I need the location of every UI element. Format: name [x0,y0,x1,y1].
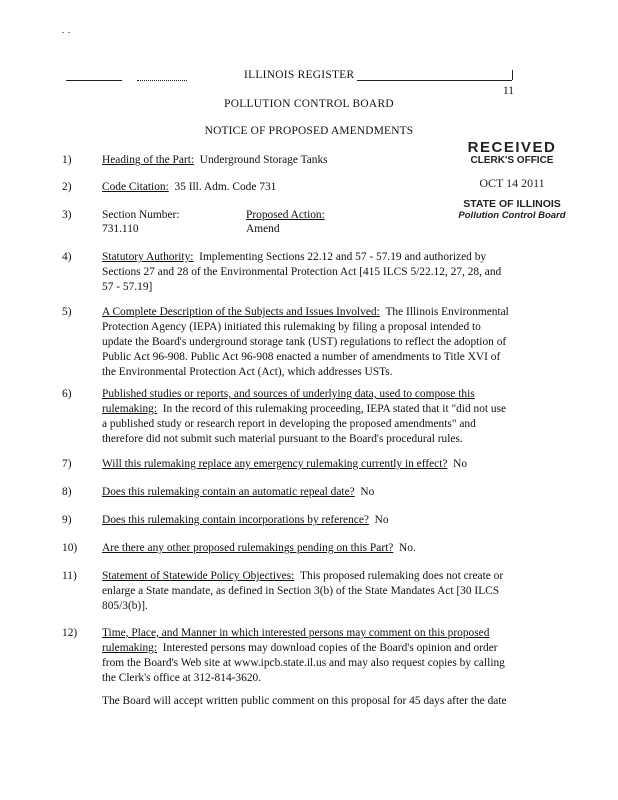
item-1-number: 1) [62,154,72,166]
item-8-line [102,485,374,500]
item-6-line-2: a published study or research report in developing the proposed amendments" and [102,418,476,430]
item-10-text: No. [399,542,416,554]
item-12-line-1 [102,641,522,656]
item-11-line-2: enlarge a State mandate, as defined in Section 3(b) of the State Mandates Act [30 ILCS [102,585,500,597]
item-4-line-2: Sections 27 and 28 of the Environmental Protection Act [415 ILCS 5/22.12, 27, 28, and [102,266,502,278]
item-6-heading-1: Published studies or reports, and sources of underlying data, used to compose this [102,388,475,400]
item-12-number: 12) [62,627,78,639]
item-10-heading: Are there any other proposed rulemakings pending on this Part? [102,542,394,554]
item-8-heading: Does this rulemaking contain an automatic repeal date? [102,486,355,498]
item-5-heading: A Complete Description of the Subjects and Issues Involved: [102,306,380,318]
received-stamp [452,140,572,221]
item-10-line [102,541,416,556]
header-rule-left [66,80,122,81]
item-3-col1-val: 731.110 [102,223,139,235]
item-1-heading: Heading of the Part: [102,154,195,166]
stamp-received: RECEIVED [467,139,557,156]
item-5-body [102,305,522,380]
board-title: POLLUTION CONTROL BOARD [224,98,394,110]
item-6-line-1 [102,402,522,417]
item-6-heading-2: rulemaking: [102,403,158,415]
scan-speck [68,32,70,33]
item-12-closing: The Board will accept written public comment on this proposal for 45 days after the date [102,695,507,707]
stamp-board: Pollution Control Board [458,210,566,221]
header-bar [512,70,513,80]
item-5-line-3: update the Board's underground storage tank (UST) regulations to reflect the adoption of [102,336,507,348]
item-5-number: 5) [62,306,72,318]
item-9-line [102,513,389,528]
item-3-col2-head: Proposed Action: [246,209,325,221]
item-11-text-1: This proposed rulemaking does not create or [300,570,504,582]
item-12-heading-2: rulemaking: [102,642,158,654]
item-7-line [102,457,467,472]
item-3-col2-val: Amend [246,223,280,235]
header-rule-dotted [137,80,187,81]
item-5-line-5: the Environmental Protection Act (Act), which addresses USTs. [102,366,393,378]
item-5-text-1: The Illinois Environmental [385,306,509,318]
item-4-body [102,250,522,295]
item-4-text-1: Implementing Sections 22.12 and 57 - 57.19 and authorized by [199,251,487,263]
item-2-text: 35 Ill. Adm. Code 731 [174,181,277,193]
stamp-office: CLERK'S OFFICE [470,155,554,166]
item-9-heading: Does this rulemaking contain incorporations by reference? [102,514,369,526]
item-4-heading: Statutory Authority: [102,251,194,263]
item-9-text: No [374,514,389,526]
item-1-line [102,153,328,168]
stamp-date: OCT 14 2011 [479,176,545,190]
item-8-text: No [360,486,375,498]
item-5-line-4: Public Act 96-908. Public Act 96-908 enacted a number of amendments to Title XVI of [102,351,501,363]
item-4-line-1 [102,250,522,265]
item-6-text-1: In the record of this rulemaking proceeding, IEPA stated that it "did not use [162,403,507,415]
item-2-number: 2) [62,181,72,193]
item-3-number: 3) [62,209,72,221]
item-11-line-1 [102,569,522,584]
item-7-number: 7) [62,458,72,470]
item-12-heading-1: Time, Place, and Manner in which interested persons may comment on this proposed [102,627,490,639]
item-6-line-3: therefore did not submit such material pursuant to the Board's procedural rules. [102,433,463,445]
item-11-heading: Statement of Statewide Policy Objectives: [102,570,295,582]
item-6-number: 6) [62,388,72,400]
item-12-line-2: from the Board's Web site at www.ipcb.state.il.us and may also request copies by calling [102,657,505,669]
item-4-line-3: 57 - 57.19] [102,281,153,293]
item-6-body [102,387,522,447]
item-10-number: 10) [62,542,78,554]
page-number: 11 [503,85,514,97]
item-4-number: 4) [62,251,72,263]
item-12-line-3: the Clerk's office at 312-814-3620. [102,672,262,684]
item-11-line-3: 805/3(b)]. [102,600,148,612]
item-11-number: 11) [62,570,77,582]
item-9-number: 9) [62,514,72,526]
item-11-body [102,569,522,614]
item-5-line-2: Protection Agency (IEPA) initiated this rulemaking by filing a proposal intended to [102,321,481,333]
item-8-number: 8) [62,486,72,498]
item-12-body [102,626,522,686]
notice-title: NOTICE OF PROPOSED AMENDMENTS [204,125,414,137]
item-12-text-1: Interested persons may download copies of the Board's opinion and order [162,642,498,654]
register-title: ILLINOIS REGISTER [244,69,355,81]
header-rule-right [357,80,512,81]
item-5-line-1 [102,305,522,320]
item-2-heading: Code Citation: [102,181,169,193]
scan-speck [62,32,64,33]
item-3-col1-head: Section Number: [102,209,180,221]
item-1-text: Underground Storage Tanks [199,154,328,166]
item-2-line [102,180,276,195]
item-7-text: No [453,458,468,470]
stamp-state: STATE OF ILLINOIS [463,198,561,210]
item-7-heading: Will this rulemaking replace any emergency rulemaking currently in effect? [102,458,448,470]
